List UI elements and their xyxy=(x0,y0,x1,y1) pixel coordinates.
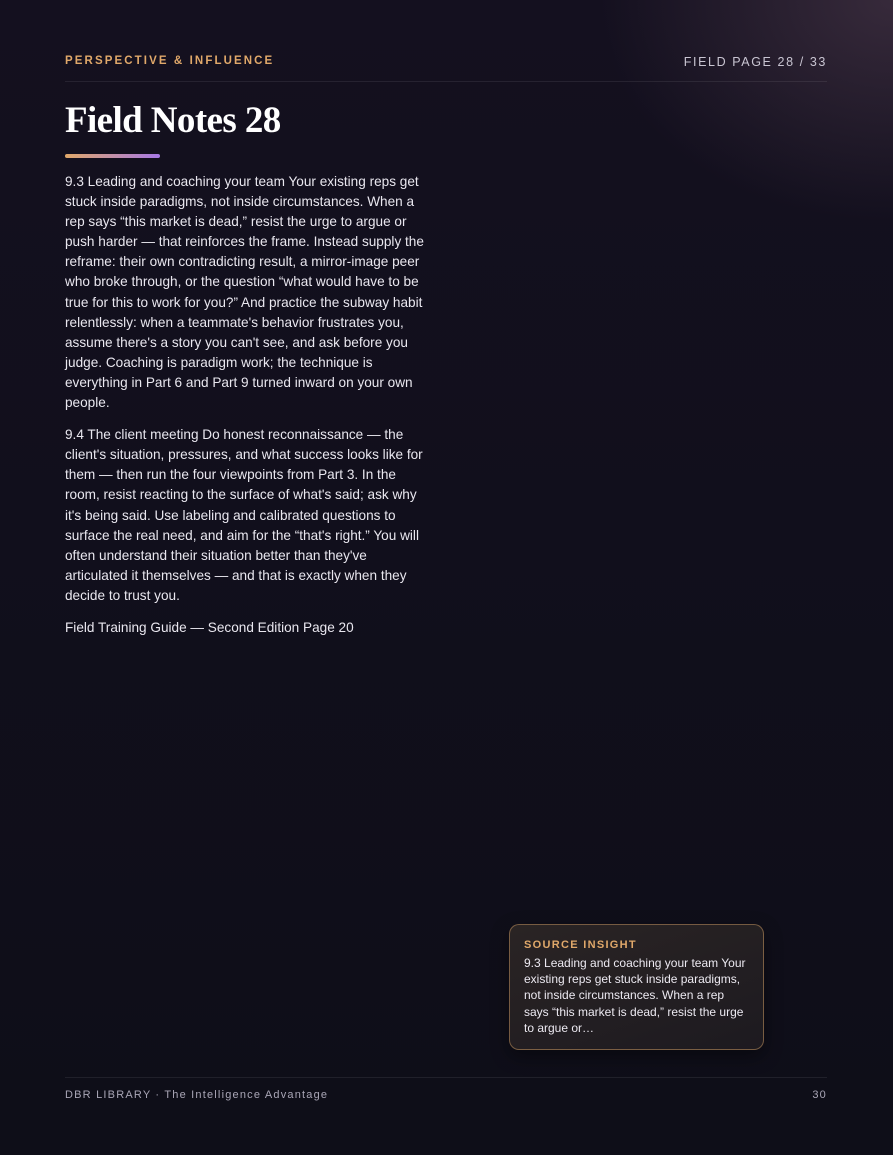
paragraph-client-meeting: 9.4 The client meeting Do honest reconnaissance — the client's situation, pressures, and what success looks like for them — then run the four viewpoints from Part 3. In the room, resist reacting to the surface of what's said; ask why it's being said. Use labeling and calibrated questions to surface the real need, and aim for the “that's right.” You will often understand their situation better than they've articulated it themselves — and that is exactly when they decide to trust you. xyxy=(65,427,423,603)
paragraph-source-reference: Field Training Guide — Second Edition Page 20 xyxy=(65,619,354,635)
paragraph-coaching: 9.3 Leading and coaching your team Your existing reps get stuck inside paradigms, not inside circumstances. When a rep says “this market is dead,” resist the urge to argue or push harder — that reinforces the frame. Instead supply the reframe: their own contradicting result, a mirror-image peer who broke through, or the question “what would have to be true for this to work for you?” And practice the subway habit relentlessly: when a teammate's behavior frustrates you, assume there's a story you can't see, and ask before you judge. Coaching is paradigm work; the technique is everything in Part 6 and Part 9 turned inward on your own people. xyxy=(65,174,424,411)
page-footer xyxy=(65,1077,827,1102)
page-title: Field Notes 28 xyxy=(65,100,281,141)
footer-library-label: DBR LIBRARY · The Intelligence Advantage xyxy=(65,1089,329,1101)
document-page xyxy=(65,0,827,1155)
body-text xyxy=(65,172,431,650)
title-accent-rule xyxy=(65,154,160,158)
source-insight-card xyxy=(509,924,764,1050)
section-label: PERSPECTIVE & INFLUENCE xyxy=(65,55,275,67)
insight-label: SOURCE INSIGHT xyxy=(524,939,637,951)
page-counter: FIELD PAGE 28 / 33 xyxy=(683,55,827,69)
footer-page-number: 30 xyxy=(812,1089,827,1101)
page-header xyxy=(65,55,827,82)
insight-text: 9.3 Leading and coaching your team Your existing reps get stuck inside paradigms, not inside circumstances. When a rep says “this market is dead,” resist the urge to argue or… xyxy=(524,956,746,1035)
